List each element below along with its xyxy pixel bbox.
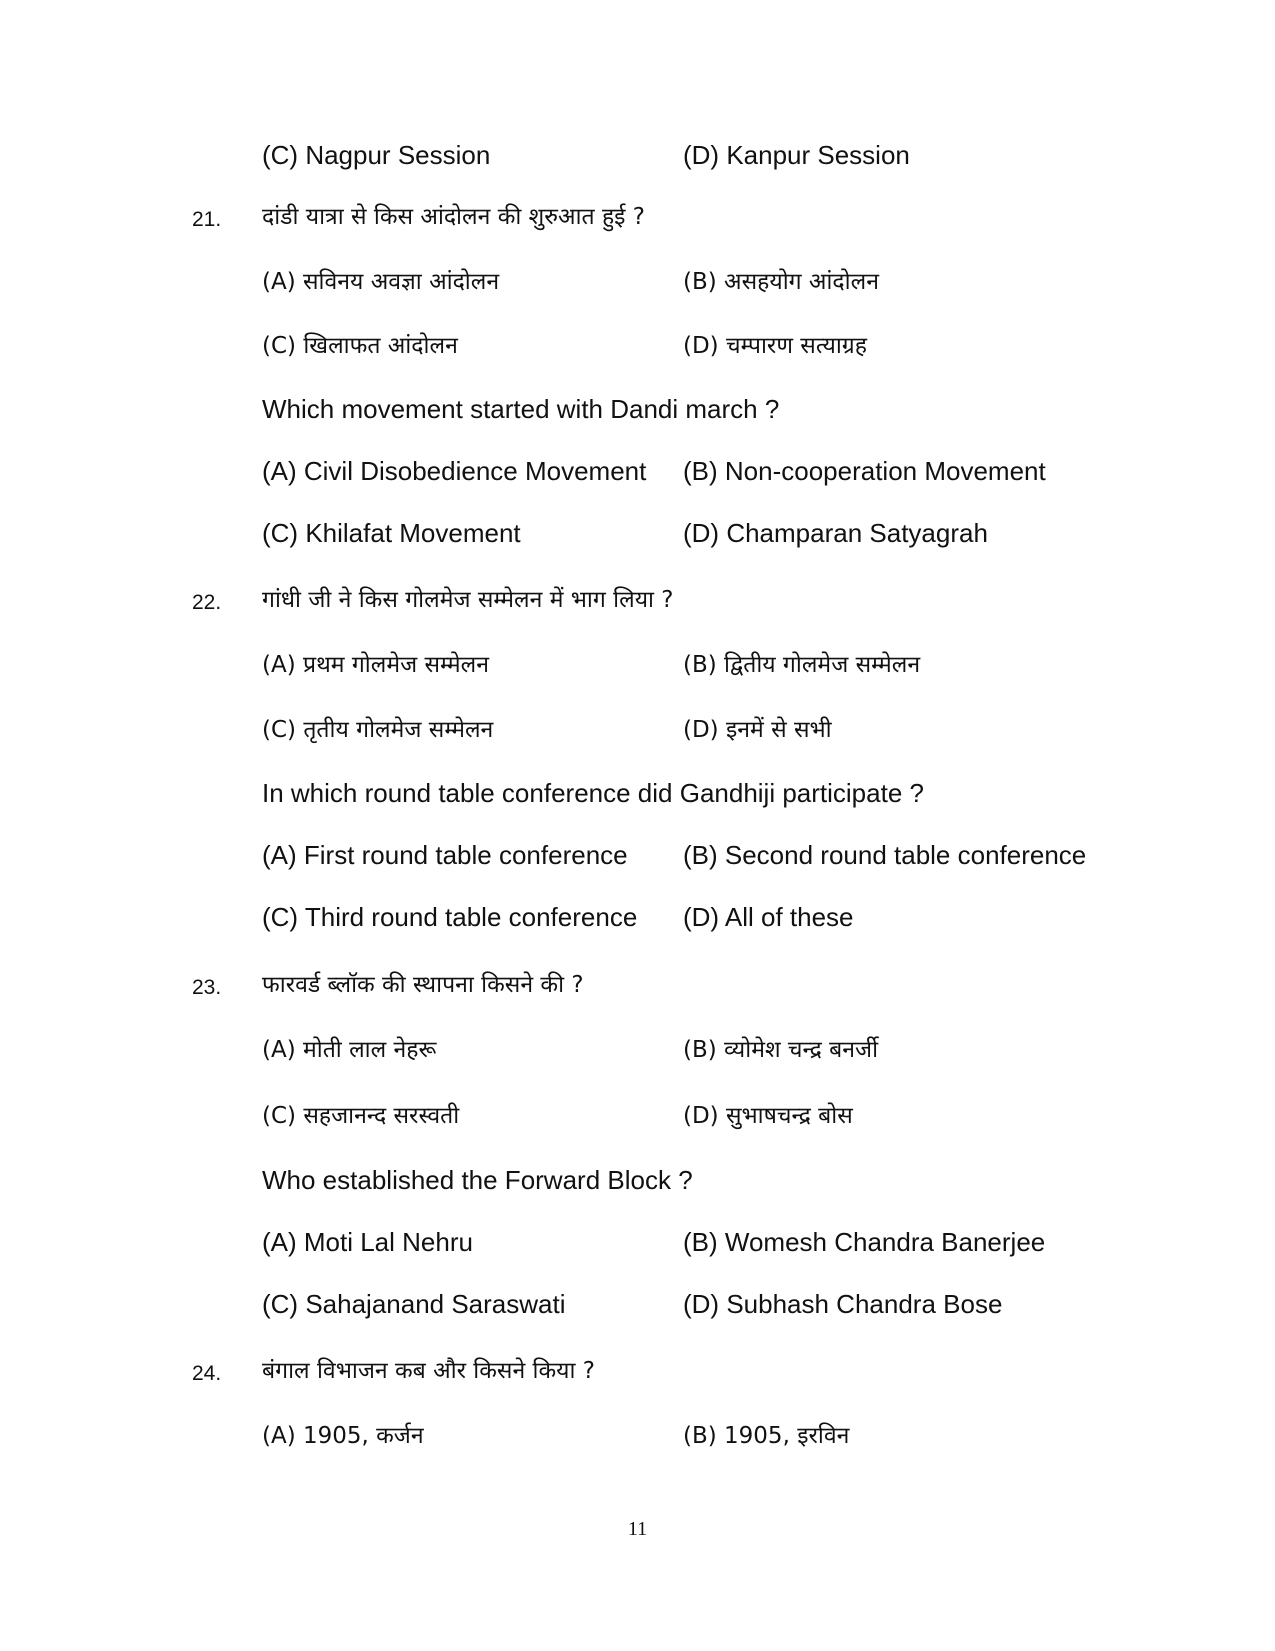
- q23-hindi-option-b: (B) व्योमेश चन्द्र बनर्जी: [683, 1037, 879, 1063]
- q22-english-option-d: (D) All of these: [683, 902, 854, 932]
- q22-english-option-a: (A) First round table conference: [262, 840, 628, 870]
- q21-hindi-option-c: (C) खिलाफत आंदोलन: [262, 333, 458, 359]
- q22-question-english: In which round table conference did Gandhiji participate ?: [262, 778, 924, 808]
- q23-question-hindi: फारवर्ड ब्लॉक की स्थापना किसने की ?: [262, 972, 584, 998]
- q21-hindi-option-b: (B) असहयोग आंदोलन: [683, 269, 879, 295]
- q23-hindi-option-a: (A) मोती लाल नेहरू: [262, 1037, 437, 1063]
- q23-english-option-a: (A) Moti Lal Nehru: [262, 1227, 473, 1257]
- q20-option-d: (D) Kanpur Session: [683, 140, 910, 170]
- q23-hindi-option-c: (C) सहजानन्द सरस्वती: [262, 1103, 460, 1129]
- q24-hindi-option-b: (B) 1905, इरविन: [683, 1423, 850, 1449]
- q22-hindi-option-d: (D) इनमें से सभी: [683, 717, 832, 743]
- q23-english-option-b: (B) Womesh Chandra Banerjee: [683, 1227, 1046, 1257]
- q23-number: 23.: [192, 976, 222, 999]
- q24-number: 24.: [192, 1362, 222, 1385]
- q22-hindi-option-b: (B) द्वितीय गोलमेज सम्मेलन: [683, 652, 921, 678]
- q23-hindi-option-d: (D) सुभाषचन्द्र बोस: [683, 1103, 853, 1129]
- q22-question-hindi: गांधी जी ने किस गोलमेज सम्मेलन में भाग लिया ?: [262, 587, 674, 613]
- q21-number: 21.: [192, 208, 222, 231]
- q22-english-option-c: (C) Third round table conference: [262, 902, 638, 932]
- q22-number: 22.: [192, 591, 222, 614]
- q21-hindi-option-a: (A) सविनय अवज्ञा आंदोलन: [262, 269, 500, 295]
- q24-question-hindi: बंगाल विभाजन कब और किसने किया ?: [262, 1358, 595, 1384]
- q21-english-option-c: (C) Khilafat Movement: [262, 518, 521, 548]
- q20-option-c: (C) Nagpur Session: [262, 140, 491, 170]
- q23-question-english: Who established the Forward Block ?: [262, 1165, 693, 1195]
- q22-english-option-b: (B) Second round table conference: [683, 840, 1087, 870]
- q22-hindi-option-c: (C) तृतीय गोलमेज सम्मेलन: [262, 717, 494, 743]
- q21-hindi-option-d: (D) चम्पारण सत्याग्रह: [683, 333, 867, 359]
- q21-question-hindi: दांडी यात्रा से किस आंदोलन की शुरुआत हुई ?: [262, 204, 645, 230]
- q23-english-option-d: (D) Subhash Chandra Bose: [683, 1289, 1003, 1319]
- q21-english-option-d: (D) Champaran Satyagrah: [683, 518, 988, 548]
- q21-question-english: Which movement started with Dandi march ?: [262, 394, 780, 424]
- q21-english-option-b: (B) Non-cooperation Movement: [683, 456, 1046, 486]
- q21-english-option-a: (A) Civil Disobedience Movement: [262, 456, 647, 486]
- q22-hindi-option-a: (A) प्रथम गोलमेज सम्मेलन: [262, 652, 490, 678]
- q24-hindi-option-a: (A) 1905, कर्जन: [262, 1423, 424, 1449]
- page-number: 11: [627, 1518, 648, 1540]
- q23-english-option-c: (C) Sahajanand Saraswati: [262, 1289, 566, 1319]
